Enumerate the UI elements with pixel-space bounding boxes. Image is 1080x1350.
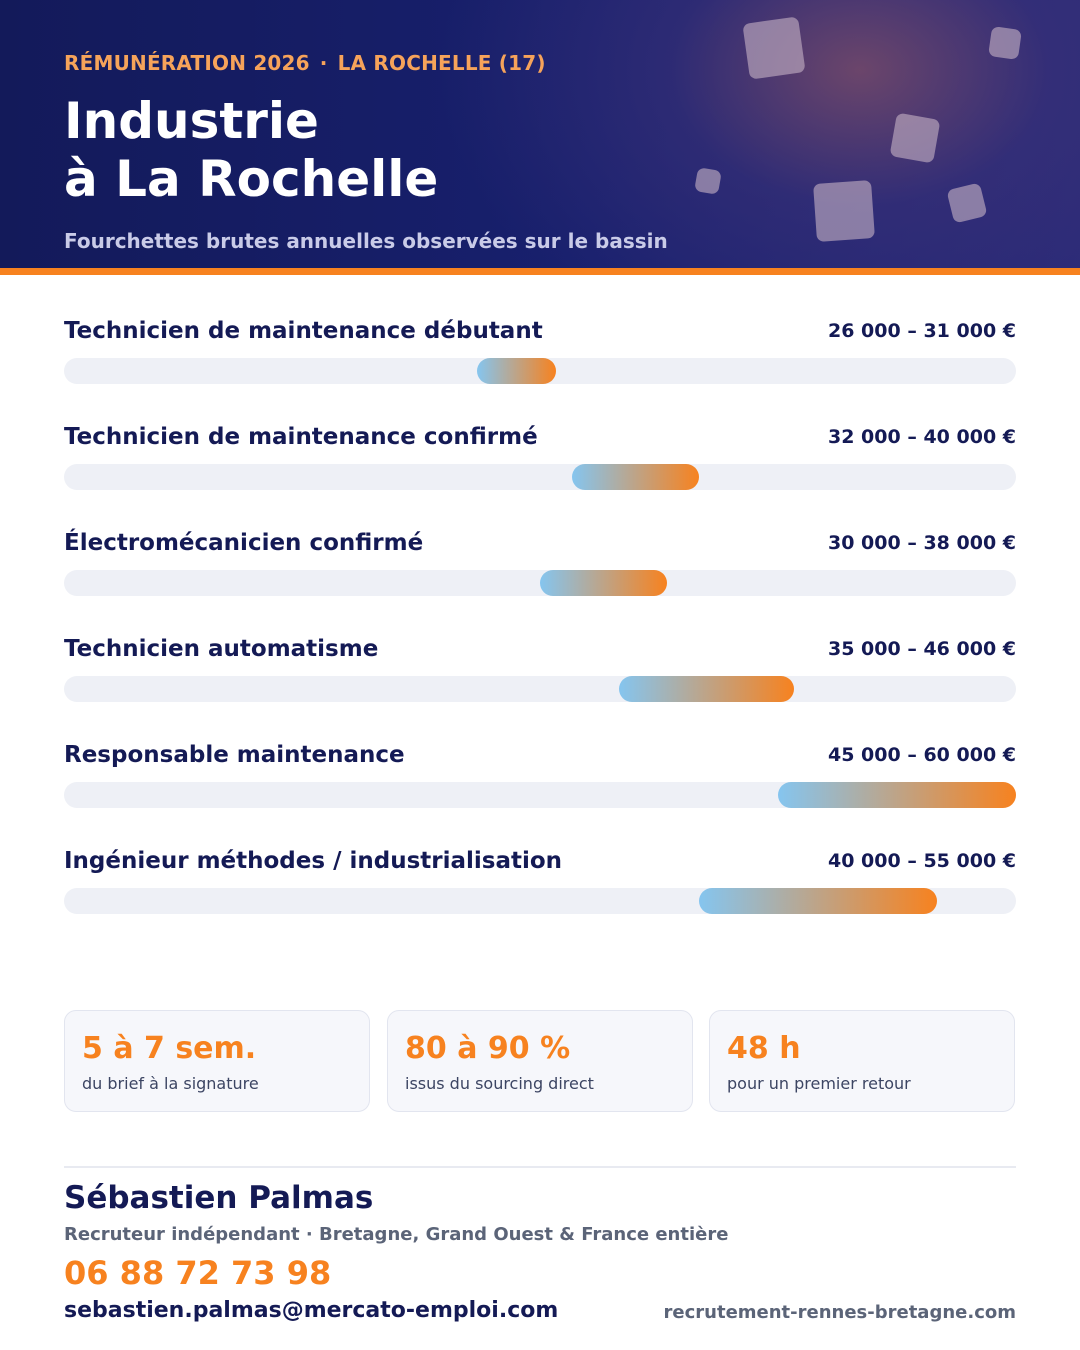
- salary-row: [64, 424, 1016, 504]
- header-accent-bar: [0, 268, 1080, 275]
- title-line-2: à La Rochelle: [64, 150, 439, 208]
- decorative-square: [742, 16, 805, 79]
- page-subtitle: Fourchettes brutes annuelles observées sur le bassin: [64, 229, 668, 253]
- eyebrow: [64, 51, 546, 75]
- salary-row: [64, 848, 1016, 928]
- contact-phone[interactable]: 06 88 72 73 98: [64, 1254, 332, 1292]
- salary-row: [64, 636, 1016, 716]
- eyebrow-separator: ·: [319, 51, 328, 75]
- decorative-square: [813, 180, 875, 242]
- stat-label: pour un premier retour: [727, 1074, 911, 1093]
- stat-value: 48 h: [727, 1031, 801, 1066]
- title-line-1: Industrie: [64, 92, 319, 150]
- salary-range: 30 000 – 38 000 €: [828, 532, 1016, 554]
- salary-row: [64, 318, 1016, 398]
- salary-bar: [699, 888, 937, 914]
- salary-range: 32 000 – 40 000 €: [828, 426, 1016, 448]
- job-title: Technicien de maintenance débutant: [64, 318, 543, 344]
- job-title: Technicien automatisme: [64, 636, 379, 662]
- salary-bar: [619, 676, 794, 702]
- page-title: [64, 92, 438, 208]
- eyebrow-location: LA ROCHELLE (17): [337, 51, 546, 75]
- job-title: Responsable maintenance: [64, 742, 405, 768]
- salary-track: [64, 888, 1016, 914]
- salary-range: 35 000 – 46 000 €: [828, 638, 1016, 660]
- eyebrow-topic: RÉMUNÉRATION 2026: [64, 51, 310, 75]
- job-title: Électromécanicien confirmé: [64, 530, 424, 556]
- salary-track: [64, 570, 1016, 596]
- salary-track: [64, 464, 1016, 490]
- stat-card-sourcing: [387, 1010, 693, 1112]
- contact-email[interactable]: sebastien.palmas@mercato-emploi.com: [64, 1298, 559, 1323]
- decorative-square: [694, 167, 722, 195]
- salary-bar: [540, 570, 667, 596]
- footer-divider: [64, 1166, 1016, 1168]
- stat-value: 80 à 90 %: [405, 1031, 571, 1066]
- salary-row: [64, 530, 1016, 610]
- stat-card-delay: [64, 1010, 370, 1112]
- contact-website[interactable]: recrutement-rennes-bretagne.com: [663, 1302, 1016, 1323]
- stat-label: issus du sourcing direct: [405, 1074, 594, 1093]
- salary-track: [64, 782, 1016, 808]
- stat-card-response: [709, 1010, 1015, 1112]
- salary-bar: [477, 358, 556, 384]
- decorative-square: [946, 182, 987, 223]
- salary-track: [64, 676, 1016, 702]
- salary-range: 26 000 – 31 000 €: [828, 320, 1016, 342]
- header-banner: [0, 0, 1080, 268]
- salary-range: 45 000 – 60 000 €: [828, 744, 1016, 766]
- contact-name: Sébastien Palmas: [64, 1180, 374, 1216]
- salary-bar: [778, 782, 1016, 808]
- salary-bar: [572, 464, 699, 490]
- salary-track: [64, 358, 1016, 384]
- job-title: Ingénieur méthodes / industrialisation: [64, 848, 563, 874]
- salary-range: 40 000 – 55 000 €: [828, 850, 1016, 872]
- salary-row: [64, 742, 1016, 822]
- decorative-square: [988, 26, 1022, 60]
- contact-role: Recruteur indépendant · Bretagne, Grand Ouest & France entière: [64, 1224, 729, 1245]
- decorative-square: [890, 113, 941, 164]
- job-title: Technicien de maintenance confirmé: [64, 424, 538, 450]
- stat-label: du brief à la signature: [82, 1074, 259, 1093]
- stat-value: 5 à 7 sem.: [82, 1031, 257, 1066]
